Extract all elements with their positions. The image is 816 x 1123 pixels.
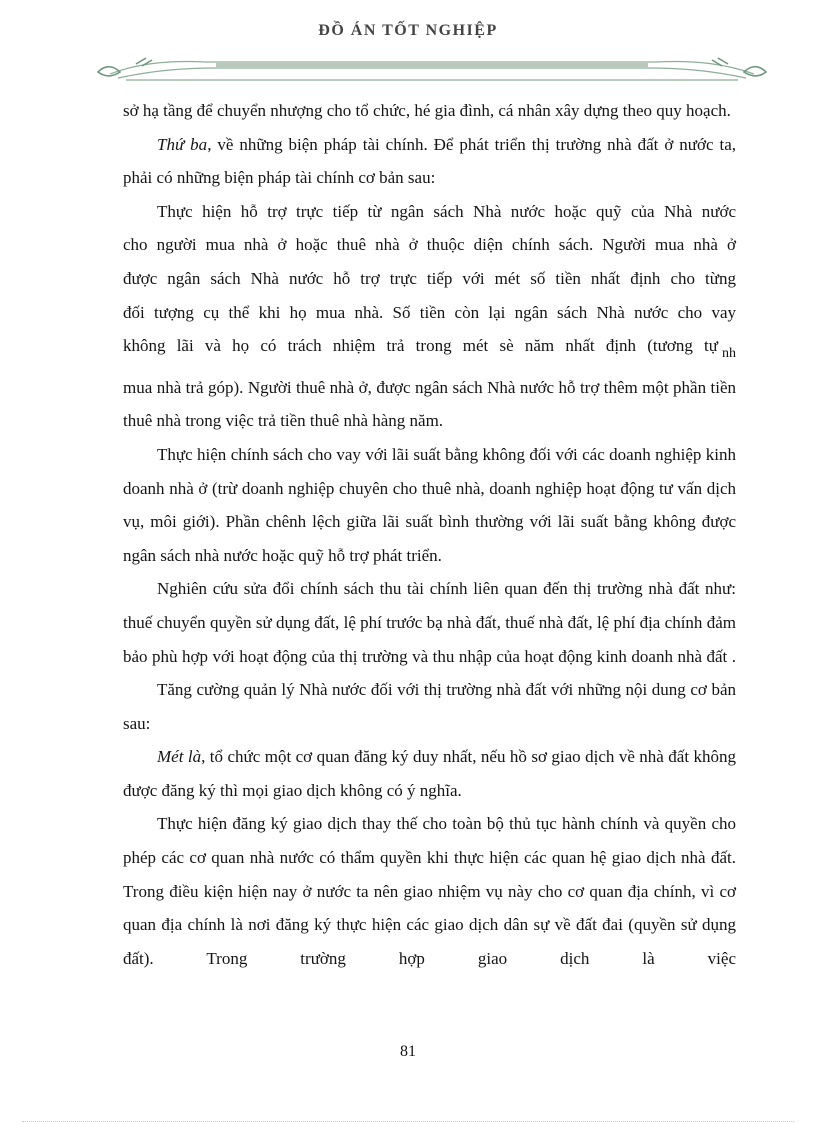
- paragraph-text: , về những biện pháp tài chính. Để phát triển thị trường nhà đất ở nước ta, phải có những biện pháp tài chính cơ bản sau:: [123, 134, 737, 188]
- italic-heading: Thứ ba: [157, 134, 208, 154]
- paragraph-line: mua nhà trả góp). Người thuê nhà ở, được ngân sách Nhà nước hỗ trợ thêm một phần tiền thuê nhà trong việc trả tiền thuê nhà hàng năm.: [123, 377, 736, 431]
- paragraph-text: , tổ chức một cơ quan đăng ký duy nhất, nếu hồ sơ giao dịch về nhà đất không được đăng ký thì mọi giao dịch không có ý nghĩa.: [123, 747, 737, 800]
- line-fragment: [718, 329, 736, 371]
- footer-divider: [22, 1121, 794, 1122]
- header-ornament: [96, 50, 768, 84]
- paragraph: Tăng cường quản lý Nhà nước đối với thị trường nhà đất với những nội dung cơ bản sau:: [123, 680, 736, 733]
- paragraph-line: cho người mua nhà ở hoặc thuê nhà ở thuộc diện chính sách. Người mua nhà ở: [123, 235, 736, 255]
- paragraph: Thực hiện chính sách cho vay với lãi suất bằng không đối với các doanh nghiệp kinh doanh nhà ở (trừ doanh nghiệp chuyên cho thuê nhà, doanh nghiệp hoạt động tư vấn dịch vụ, môi giới). Phần chênh lệch giữa lãi suất bình thường với lãi suất bằng không được ngân sách nhà nước hoặc quỹ hỗ trợ phát triển.: [123, 444, 736, 565]
- stray-fragment: nh: [722, 346, 736, 362]
- paragraph: [123, 195, 736, 438]
- italic-heading: Mét là: [157, 747, 202, 767]
- paragraph: Nghiên cứu sửa đổi chính sách thu tài chính liên quan đến thị trường nhà đất như: thuế chuyển quyền sử dụng đất, lệ phí trước bạ nhà đất, thuế nhà đất, lệ phí địa chính đảm bảo phù hợp với hoạt động của thị trường và thu nhập của hoạt động kinh doanh nhà đất .: [123, 579, 736, 666]
- paragraph: Thực hiện đăng ký giao dịch thay thế cho toàn bộ thủ tục hành chính và quyền cho phép các cơ quan nhà nước có thẩm quyền khi thực hiện các quan hệ giao dịch nhà đất. Trong điều kiện hiện nay ở nước ta nên giao nhiệm vụ này cho cơ quan địa chính, vì cơ quan địa chính là nơi đăng ký thực hiện các giao dịch dân sự về đất đai (quyền sử dụng đất). Trong trường hợp giao dịch là việc: [123, 814, 736, 968]
- page-number: 81: [400, 1043, 416, 1060]
- body-text: [123, 94, 736, 975]
- paragraph: [123, 128, 736, 195]
- paragraph-line: Thực hiện hỗ trợ trực tiếp từ ngân sách Nhà nước hoặc quỹ của Nhà nước: [157, 201, 736, 221]
- paragraph-line: được ngân sách Nhà nước hỗ trợ trực tiếp với mét số tiền nhất định cho từng: [123, 268, 736, 288]
- document-header-title: ĐỒ ÁN TỐT NGHIỆP: [318, 22, 498, 39]
- paragraph: sở hạ tầng để chuyển nhượng cho tổ chức, hé gia đình, cá nhân xây dựng theo quy hoạch.: [123, 101, 731, 120]
- paragraph-line-text: không lãi và họ có trách nhiệm trả trong mét sè năm nhất định (tương tự: [123, 336, 718, 356]
- paragraph: [123, 740, 736, 807]
- paragraph-line: đối tượng cụ thể khi họ mua nhà. Số tiền còn lại ngân sách Nhà nước cho vay: [123, 302, 736, 322]
- paragraph-line: [123, 329, 736, 371]
